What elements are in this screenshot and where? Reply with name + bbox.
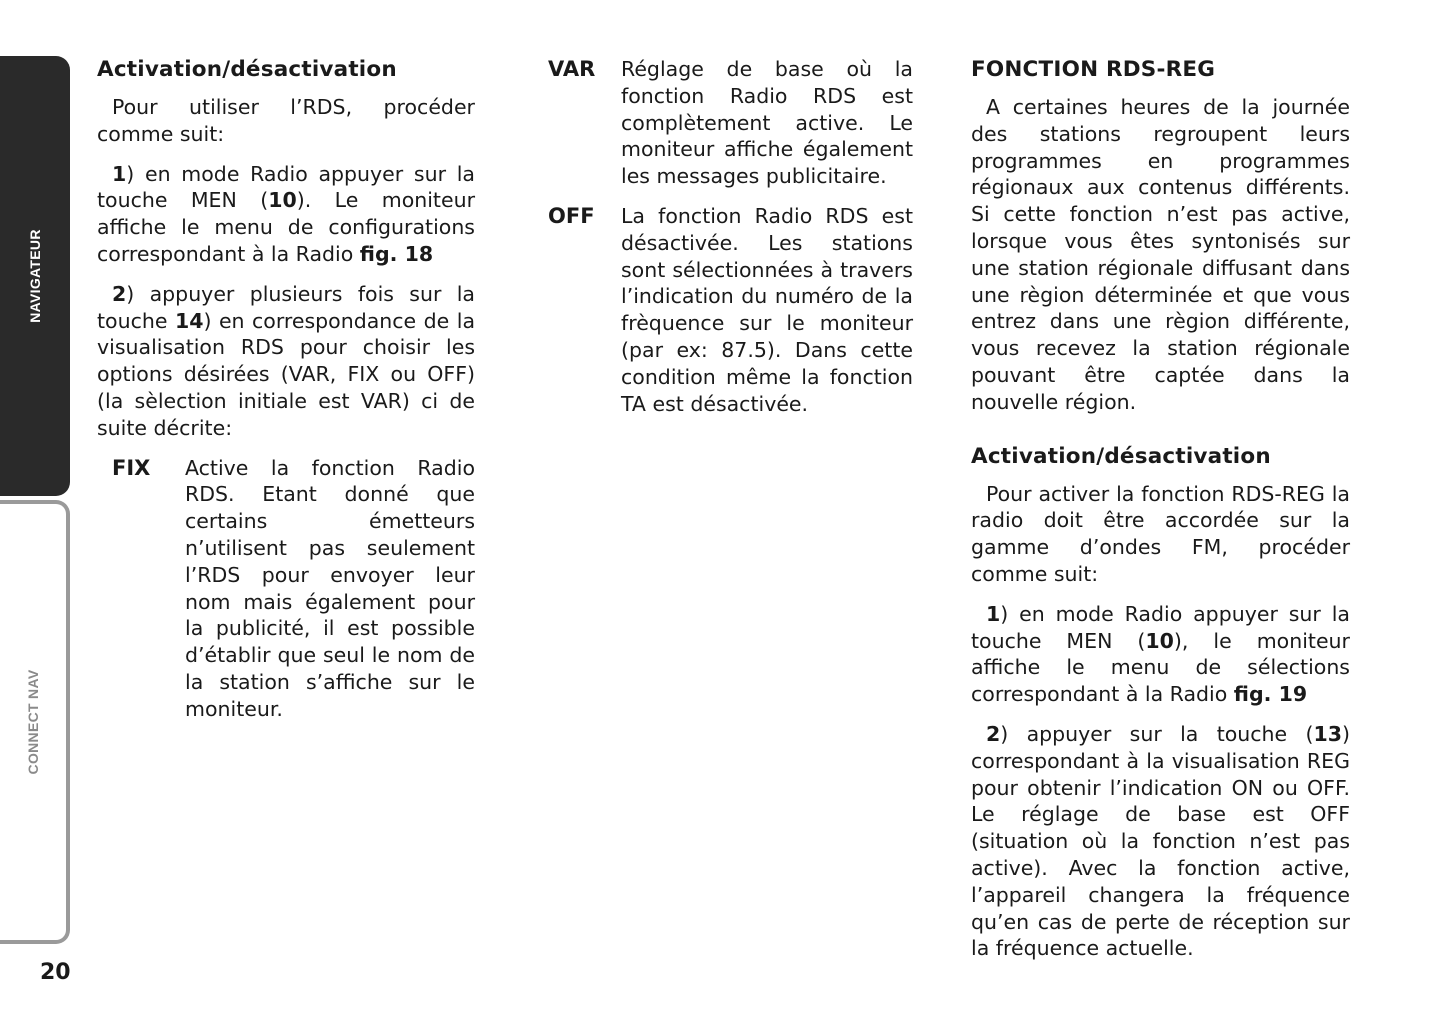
tab-connect-nav[interactable] (0, 500, 70, 944)
page-number: 20 (40, 960, 71, 985)
step-1: 1) en mode Radio appuyer sur la touche MEN (10). Le moniteur affiche le menu de configurations correspondant à la Radio fig. 18 (97, 161, 475, 266)
option-off-desc: La fonction Radio RDS est désactivée. Les stations sont sélectionnées à travers l’indication du numéro de la frèquence sur le moniteur (par ex: 87.5). Dans cette condition même la fonction TA est désactivée. (621, 203, 913, 416)
tab-navigateur[interactable] (0, 56, 70, 496)
tab-connect-nav-label: CONNECT NAV (25, 669, 41, 775)
section-heading: FONCTION RDS-REG (971, 57, 1216, 82)
option-var (548, 56, 913, 190)
option-fix (97, 455, 475, 723)
option-var-term: VAR (548, 57, 596, 81)
option-fix-term: FIX (112, 455, 151, 480)
option-off-term: OFF (548, 203, 595, 228)
column-right (971, 56, 1350, 975)
tab-navigateur-label: NAVIGATEUR (27, 229, 43, 323)
column-middle (548, 56, 913, 430)
option-off (548, 203, 913, 417)
step-2: 2) appuyer sur la touche (13) correspondant à la visualisation REG pour obtenir l’indication ON ou OFF. Le réglage de base est OFF (situation où la fonction n’est pas active). Avec la fonction active, l’appareil changera la fréquence qu’en cas de perte de réception sur la fréquence actuelle. (971, 721, 1350, 961)
subsection-heading: Activation/désactivation (971, 443, 1271, 469)
intro-paragraph: A certaines heures de la journée des stations regroupent leurs programmes en programmes régionaux aux contenus différents. Si cette fonction n’est pas active, lorsque vous êtes syntonisés sur une station régionale diffusant dans une règion déterminée et que vous entrez dans une règion différente, vous recevez la station régionale pouvant être captée dans la nouvelle région. (971, 95, 1350, 414)
intro-paragraph-2: Pour activer la fonction RDS-REG la radio doit être accordée sur la gamme d’ondes FM, procéder comme suit: (971, 481, 1350, 586)
column-left (97, 56, 475, 736)
section-heading: Activation/désactivation (97, 57, 397, 82)
step-1: 1) en mode Radio appuyer sur la touche MEN (10), le moniteur affiche le menu de sélections correspondant à la Radio fig. 19 (971, 601, 1350, 707)
step-2: 2) appuyer plusieurs fois sur la touche 14) en correspondance de la visualisation RDS pour choisir les options désirées (VAR, FIX ou OFF) (la sèlection initiale est VAR) ci de suite décrite: (97, 281, 476, 440)
option-fix-desc: Active la fonction Radio RDS. Etant donné que certains émetteurs n’utilisent pas seulement l’RDS pour envoyer leur nom mais également pour la publicité, il est possible d’établir que seul le nom de la station s’affiche sur le moniteur. (185, 455, 475, 721)
intro-paragraph: Pour utiliser l’RDS, procéder comme suit: (97, 95, 475, 146)
option-var-desc: Réglage de base où la fonction Radio RDS est complètement active. Le moniteur affiche également les messages publicitaire. (621, 57, 913, 189)
